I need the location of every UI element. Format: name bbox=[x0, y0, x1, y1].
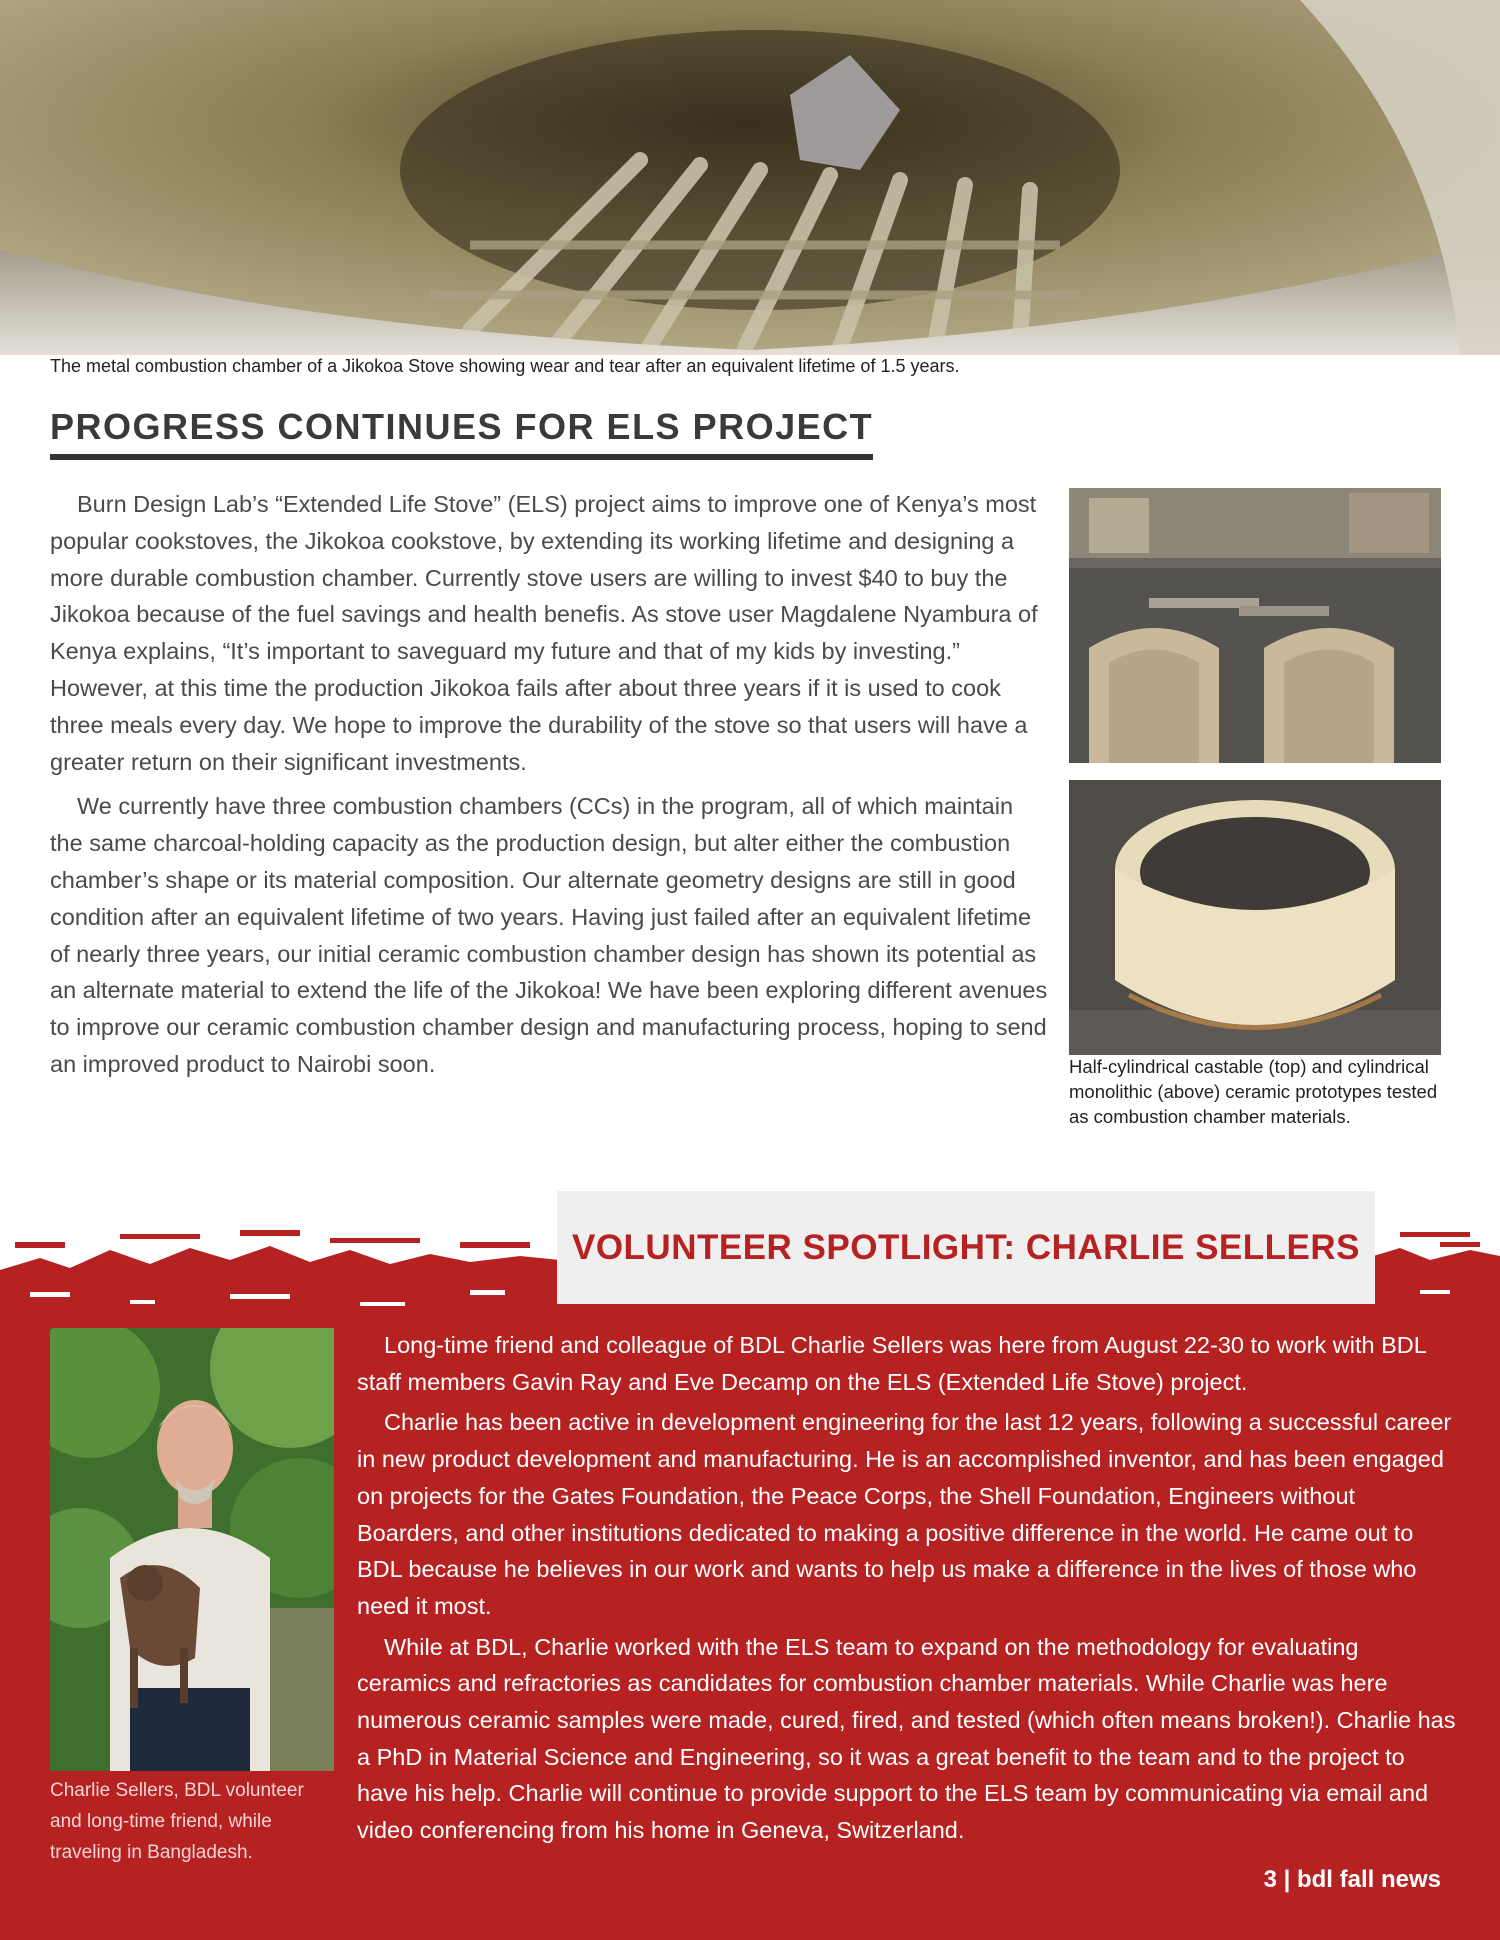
spotlight-paragraph: Charlie has been active in development engineering for the last 12 years, following a successful career in new product development and manufacturing. He is an accomplished inventor, and has been engaged on projects for the Gates Foundation, the Peace Corps, the Shell Foundation, Engineers without Boarders, and other institutions dedicated to making a positive difference in the world. He came out to BDL because he believes in our work and wants to help us make a difference in the lives of those who need it most. bbox=[357, 1409, 1452, 1619]
spotlight-paragraph: While at BDL, Charlie worked with the ELS team to expand on the methodology for evaluating ceramics and refractories as candidates for combustion chamber materials. While Charlie was here numerous ceramic samples were made, cured, fired, and tested (which often means broken!). Charlie has a PhD in Material Science and Engineering, so it was a great benefit to the team and to the project to have his help. Charlie will continue to provide support to the ELS team by communicating via email and video conferencing from his home in Geneva, Switzerland. bbox=[357, 1633, 1456, 1844]
els-paragraph: Burn Design Lab’s “Extended Life Stove” (ELS) project aims to improve one of Kenya’s most popular cookstoves, the Jikokoa cookstove, by extending its working lifetime and designing a more durable combustion chamber. Currently stove users are willing to invest $40 to buy the Jikokoa because of the fuel savings and health benefis. As stove user Magdalene Nyambura of Kenya explains, “It’s important to saveguard my future and that of my kids by investing.” However, at this time the production Jikokoa fails after about three years if it is used to cook three meals every day. We hope to improve the durability of the stove so that users will have a greater return on their significant investments. bbox=[50, 491, 1038, 775]
castable-prototype-photo bbox=[1069, 488, 1441, 763]
page-footer: 3 | bdl fall news bbox=[1263, 1866, 1441, 1893]
hero-photo bbox=[0, 0, 1500, 355]
hero-caption: The metal combustion chamber of a Jikokoa Stove showing wear and tear after an equivalent lifetime of 1.5 years. bbox=[50, 356, 960, 376]
spotlight-title-box bbox=[557, 1191, 1375, 1304]
els-section-title: PROGRESS CONTINUES FOR ELS PROJECT bbox=[50, 406, 873, 460]
els-article-body bbox=[50, 486, 1050, 1091]
charlie-sellers-photo bbox=[50, 1328, 334, 1771]
spotlight-article-body bbox=[357, 1327, 1457, 1853]
spotlight-title: VOLUNTEER SPOTLIGHT: CHARLIE SELLERS bbox=[571, 1227, 1361, 1267]
spotlight-paragraph: Long-time friend and colleague of BDL Charlie Sellers was here from August 22-30 to work with BDL staff members Gavin Ray and Eve Decamp on the ELS (Extended Life Stove) project. bbox=[357, 1332, 1426, 1395]
monolithic-prototype-photo bbox=[1069, 780, 1441, 1055]
els-paragraph: We currently have three combustion chambers (CCs) in the program, all of which maintain the same charcoal-holding capacity as the production design, but alter either the combustion chamber’s shape or its material composition. Our alternate geometry designs are still in good condition after an equivalent lifetime of two years. Having just failed after an equivalent lifetime of nearly three years, our initial ceramic combustion chamber design has shown its potential as an alternate material to extend the life of the Jikokoa! We have been exploring different avenues to improve our ceramic combustion chamber design and manufacturing process, hoping to send an improved product to Nairobi soon. bbox=[50, 793, 1048, 1077]
prototype-caption: Half-cylindrical castable (top) and cylindrical monolithic (above) ceramic prototypes tested as combustion chamber materials. bbox=[1069, 1056, 1438, 1127]
charlie-photo-caption: Charlie Sellers, BDL volunteer and long-time friend, while traveling in Bangladesh. bbox=[50, 1780, 304, 1863]
